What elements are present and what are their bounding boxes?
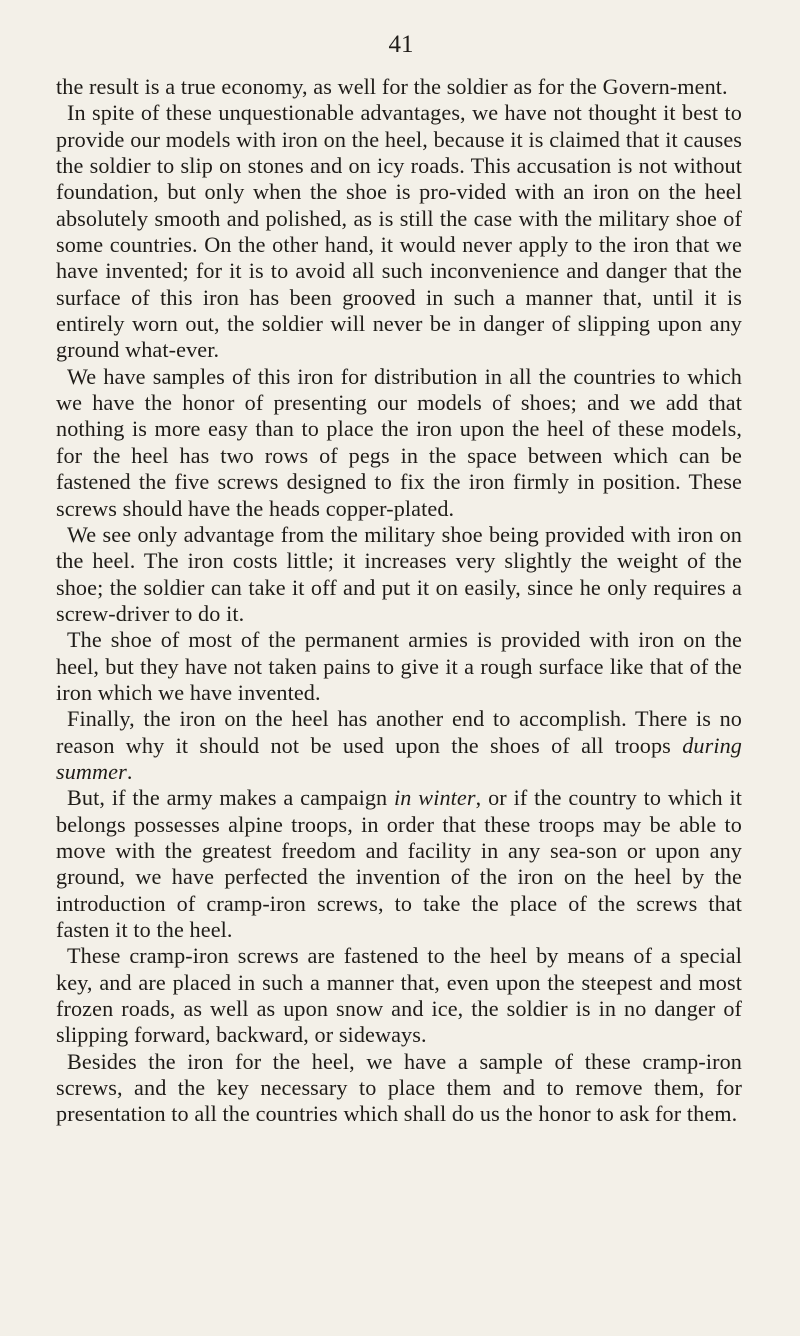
paragraph-3: We have samples of this iron for distribution in all the countries to which we have the honor of presenting our models of shoes; and we add that nothing is more easy than to place the iron upon the heel of these models, for the heel has two rows of pegs in the space between which can be fastened the five screws designed to fix the iron firmly in position. These screws should have the heads copper-plated. <box>56 363 742 521</box>
paragraph-8: These cramp-iron screws are fastened to the heel by means of a special key, and are placed in such a manner that, even upon the steepest and most frozen roads, as well as upon snow and ice, the soldier is in no danger of slipping forward, backward, or sideways. <box>56 943 742 1048</box>
body-text <box>56 74 742 1128</box>
paragraph-6 <box>56 706 742 785</box>
paragraph-1: the result is a true economy, as well for the soldier as for the Govern-ment. <box>56 74 728 99</box>
paragraph-4: We see only advantage from the military shoe being provided with iron on the heel. The iron costs little; it increases very slightly the weight of the shoe; the soldier can take it off and put it on easily, since he only requires a screw-driver to do it. <box>56 521 742 626</box>
paragraph-7 <box>56 785 742 943</box>
paragraph-7-italic: in winter <box>394 785 476 811</box>
paragraph-6-italic: during summer <box>56 732 742 784</box>
paragraph-2: In spite of these unquestionable advantages, we have not thought it best to provide our models with iron on the heel, because it is claimed that it causes the soldier to slip on stones and on icy roads. This accusation is not without foundation, but only when the shoe is pro-vided with an iron on the heel absolutely smooth and polished, as is still the case with the military shoe of some countries. On the other hand, it would never apply to the iron that we have invented; for it is to avoid all such inconvenience and danger that the surface of this iron has been grooved in such a manner that, until it is entirely worn out, the soldier will never be in danger of slipping upon any ground what-ever. <box>56 100 742 363</box>
paragraph-6-text-start: Finally, the iron on the heel has another end to accomplish. There is no reason why it should not be used upon the shoes of all troops <box>56 706 742 758</box>
page-number: 41 <box>388 31 414 58</box>
paragraph-7-text-end: , or if the country to which it belongs possesses alpine troops, in order that these troops may be able to move with the greatest freedom and facility in any sea-son or upon any ground, we have perfected the invention of the iron on the heel by the introduction of cramp-iron screws, to take the place of the screws that fasten it to the heel. <box>56 785 742 942</box>
paragraph-9: Besides the iron for the heel, we have a sample of these cramp-iron screws, and the key necessary to place them and to remove them, for presentation to all the countries which shall do us the honor to ask for them. <box>56 1048 742 1127</box>
paragraph-7-text-start: But, if the army makes a campaign <box>67 785 395 811</box>
paragraph-5: The shoe of most of the permanent armies is provided with iron on the heel, but they have not taken pains to give it a rough surface like that of the iron which we have invented. <box>56 627 742 705</box>
paragraph-6-text-end: . <box>126 758 133 784</box>
